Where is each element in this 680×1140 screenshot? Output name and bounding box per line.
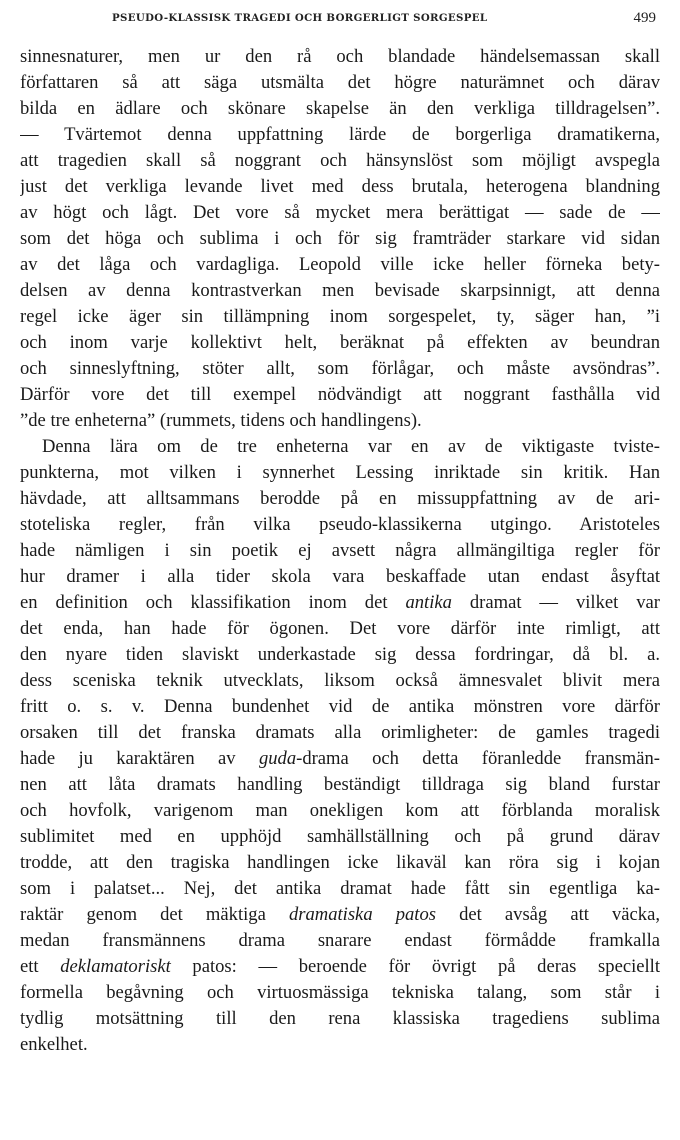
text-line: och inom varje kollektivt helt, beräknat på effekten av beundran	[20, 332, 660, 353]
running-head	[20, 10, 660, 30]
italic-term: guda	[258, 748, 297, 769]
text-line: Denna lära om de tre enheterna var en av de viktigaste tviste-	[42, 436, 660, 457]
text-segment: hade ju karaktären av	[20, 748, 236, 769]
text-line: punkterna, mot vilken i synnerhet Lessing inriktade sin kritik. Han	[20, 462, 660, 483]
text-line: författaren så att säga utsmälta det högre naturämnet och därav	[20, 72, 660, 93]
text-line: tydlig motsättning till den rena klassiska tragediens sublima	[20, 1008, 660, 1029]
text-line: det enda, han hade för ögonen. Det vore därför inte rimligt, att	[20, 618, 660, 639]
text-line: sinnesnaturer, men ur den rå och blandade händelsemassan skall	[20, 46, 660, 67]
text-line: att tragedien skall så noggrant och hänsynslöst som möjligt avspegla	[20, 150, 660, 171]
text-segment: patos: — beroende för övrigt på deras speciellt	[192, 956, 660, 977]
text-line: och sinneslyftning, stöter allt, som förlågar, och måste avsöndras”.	[20, 358, 660, 379]
body-text	[20, 44, 660, 1058]
text-line: just det verkliga levande livet med dess brutala, heterogena blandning	[20, 176, 660, 197]
text-line	[20, 746, 660, 772]
text-line	[20, 902, 660, 928]
text-line	[20, 954, 660, 980]
text-line: sublimitet med en upphöjd samhällställning och på grund därav	[20, 826, 660, 847]
text-line: delsen av denna kontrastverkan men bevisade skarpsinnigt, att denna	[20, 280, 660, 301]
italic-term: deklamatoriskt	[60, 956, 171, 977]
running-title: PSEUDO-KLASSISK TRAGEDI OCH BORGERLIGT SORGESPEL	[112, 12, 488, 24]
paragraph-2	[20, 434, 660, 1058]
page-number: 499	[633, 10, 656, 26]
text-line: medan fransmännens drama snarare endast förmådde framkalla	[20, 930, 660, 951]
paragraph-1	[20, 44, 660, 434]
text-line: formella begåvning och virtuosmässiga tekniska talang, som står i	[20, 982, 660, 1003]
text-line: stoteliska regler, från vilka pseudo-klassikerna utgingo. Aristoteles	[20, 514, 660, 535]
text-line: orsaken till det franska dramats alla orimligheter: de gamles tragedi	[20, 722, 660, 743]
text-line: dess sceniska teknik utvecklats, liksom också ämnesvalet blivit mera	[20, 670, 660, 691]
text-line: hade nämligen i sin poetik ej avsett några allmängiltiga regler för	[20, 540, 660, 561]
text-line: Därför vore det till exempel nödvändigt att noggrant fasthålla vid	[20, 384, 660, 405]
text-line: fritt o. s. v. Denna bundenhet vid de antika mönstren vore därför	[20, 696, 660, 717]
italic-term: dramatiska patos	[288, 904, 436, 925]
italic-term: antika	[405, 592, 452, 613]
text-line: och hovfolk, varigenom man onekligen kom att förblanda moralisk	[20, 800, 660, 821]
text-segment: en definition och klassifikation inom det	[20, 592, 388, 613]
text-line	[20, 590, 660, 616]
text-line: ”de tre enheterna” (rummets, tidens och handlingens).	[20, 410, 422, 431]
text-line: av högt och lågt. Det vore så mycket mera berättigat — sade de —	[20, 202, 660, 223]
text-segment: ett	[20, 956, 39, 977]
text-line: som det höga och sublima i och för sig framträder starkare vid sidan	[20, 228, 660, 249]
text-line: som i palatset... Nej, det antika dramat hade fått sin egentliga ka-	[20, 878, 660, 899]
text-segment: det avsåg att väcka,	[459, 904, 660, 925]
text-line: av det låga och vardagliga. Leopold ville icke heller förneka bety-	[20, 254, 660, 275]
text-line: bilda en ädlare och skönare skapelse än den verkliga tilldragelsen”.	[20, 98, 660, 119]
book-page	[20, 0, 660, 1140]
text-line: trodde, att den tragiska handlingen icke likaväl kan röra sig i kojan	[20, 852, 660, 873]
text-segment: -drama och detta föranledde fransmän-	[296, 748, 660, 769]
text-line: hur dramer i alla tider skola vara beskaffade utan endast åsyftat	[20, 566, 660, 587]
text-segment: dramat — vilket var	[469, 592, 660, 613]
text-line: den nyare tiden slaviskt underkastade sig dessa fordringar, då bl. a.	[20, 644, 660, 665]
text-segment: raktär genom det mäktiga	[20, 904, 266, 925]
text-line: — Tvärtemot denna uppfattning lärde de borgerliga dramatikerna,	[20, 124, 660, 145]
text-line: enkelhet.	[20, 1034, 88, 1055]
text-line: nen att låta dramats handling beständigt tilldraga sig bland furstar	[20, 774, 660, 795]
text-line: hävdade, att alltsammans berodde på en missuppfattning av de ari-	[20, 488, 660, 509]
text-line: regel icke äger sin tillämpning inom sorgespelet, ty, säger han, ”i	[20, 306, 660, 327]
